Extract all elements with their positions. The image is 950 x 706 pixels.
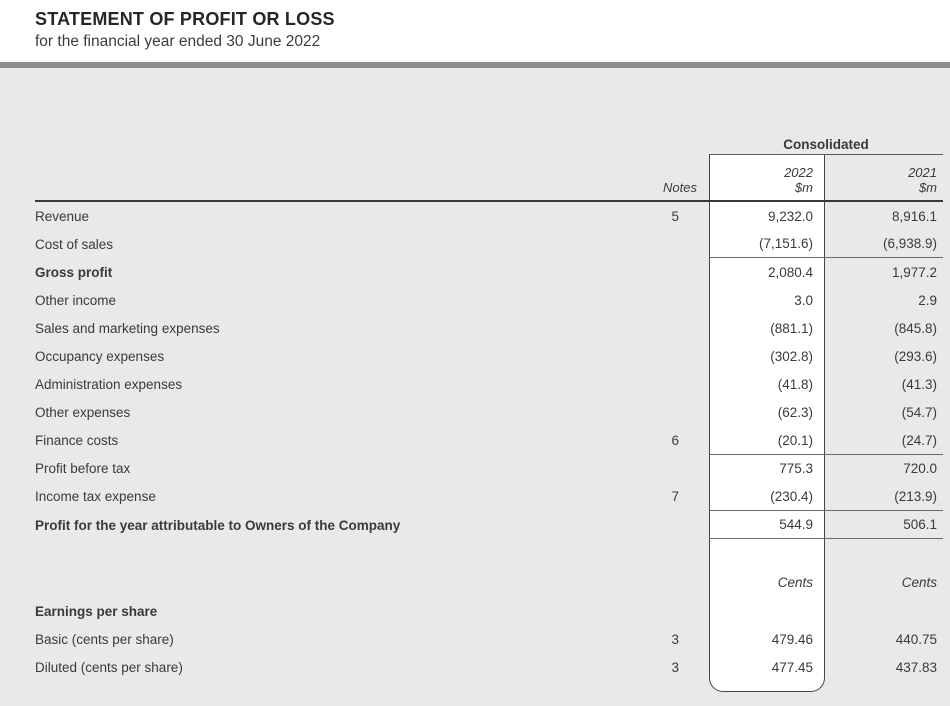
row-label: Occupancy expenses (35, 349, 165, 365)
row-value-2022: 479.46 (771, 631, 813, 647)
cents-unit-row (35, 553, 943, 597)
row-value-2021: (845.8) (894, 320, 937, 336)
spacer-row (35, 681, 943, 694)
table-row (35, 258, 943, 286)
spacer (35, 155, 649, 200)
row-value-2022: (881.1) (770, 320, 813, 336)
row-value-2021: (54.7) (901, 405, 937, 421)
row-value-2021: 2.9 (918, 292, 937, 308)
group-header-row (35, 134, 943, 155)
row-value-2021: 506.1 (825, 511, 943, 539)
row-note (649, 511, 709, 539)
row-note (649, 286, 709, 314)
row-value-2022: (41.8) (777, 377, 813, 393)
spacer (709, 597, 825, 625)
row-value-2021: (6,938.9) (825, 230, 943, 258)
col-2021-unit: $m (918, 180, 937, 195)
row-value-2021: (41.3) (901, 377, 937, 393)
row-value-2022: (62.3) (777, 405, 813, 421)
row-value-2021: (24.7) (825, 427, 943, 455)
row-note (649, 399, 709, 427)
row-label: Gross profit (35, 264, 113, 280)
row-label: Revenue (35, 208, 90, 224)
spacer (649, 553, 709, 597)
column-header-row (35, 155, 943, 202)
group-header-label: Consolidated (709, 134, 943, 155)
spacer (825, 597, 943, 625)
spacer (35, 553, 649, 597)
row-value-2021: 8,916.1 (891, 208, 937, 224)
col-2022-year: 2022 (784, 165, 813, 180)
table-row (35, 371, 943, 399)
row-label: Cost of sales (35, 236, 114, 252)
row-note (649, 371, 709, 399)
table-row (35, 399, 943, 427)
table-row (35, 286, 943, 314)
row-note (649, 230, 709, 258)
row-value-2022: (302.8) (770, 349, 813, 365)
table-row (35, 455, 943, 483)
row-value-2021: 437.83 (895, 659, 937, 675)
statement-table (35, 134, 943, 694)
eps-heading: Earnings per share (35, 603, 158, 619)
eps-heading-row (35, 597, 943, 625)
row-note: 7 (671, 489, 679, 505)
page-subtitle: for the financial year ended 30 June 2022 (35, 33, 321, 50)
page-title: STATEMENT OF PROFIT OR LOSS (35, 9, 335, 29)
row-value-2022: (20.1) (709, 427, 825, 455)
row-value-2022: 9,232.0 (767, 208, 813, 224)
row-value-2022: 544.9 (709, 511, 825, 539)
spacer (649, 597, 709, 625)
row-note (649, 342, 709, 370)
spacer-row (35, 539, 943, 553)
document-header (0, 0, 950, 62)
row-label: Administration expenses (35, 377, 183, 393)
row-label: Other expenses (35, 405, 131, 421)
table-row (35, 483, 943, 511)
row-value-2022: (7,151.6) (709, 230, 825, 258)
row-note (649, 258, 709, 286)
row-value-2022: (230.4) (709, 483, 825, 511)
table-row (35, 653, 943, 681)
col-2022-unit: $m (794, 180, 813, 195)
row-note (649, 455, 709, 483)
row-label: Sales and marketing expenses (35, 320, 220, 336)
table-row (35, 202, 943, 230)
row-note: 6 (671, 433, 679, 449)
row-label: Other income (35, 292, 117, 308)
row-value-2021: 1,977.2 (891, 264, 937, 280)
row-note: 3 (671, 659, 679, 675)
row-value-2022: 775.3 (779, 461, 813, 477)
spacer (35, 134, 709, 155)
row-value-2022: 477.45 (771, 659, 813, 675)
row-label: Profit before tax (35, 461, 131, 477)
row-label: Profit for the year attributable to Owners of the Company (35, 517, 401, 533)
col-2022-header (709, 155, 825, 200)
row-note: 3 (671, 631, 679, 647)
cents-label-2021: Cents (901, 575, 937, 591)
statement-body (0, 68, 950, 706)
table-row (35, 427, 943, 455)
row-note: 5 (671, 208, 679, 224)
notes-column-header: Notes (663, 180, 697, 195)
row-value-2022: 2,080.4 (767, 264, 813, 280)
row-label: Diluted (cents per share) (35, 659, 183, 675)
row-value-2021: 720.0 (903, 461, 937, 477)
row-label: Basic (cents per share) (35, 631, 174, 647)
row-value-2021: (213.9) (825, 483, 943, 511)
row-note (649, 314, 709, 342)
table-row (35, 342, 943, 370)
table-row (35, 230, 943, 258)
row-value-2022: 3.0 (794, 292, 813, 308)
cents-label-2022: Cents (777, 575, 813, 591)
table-row (35, 314, 943, 342)
col-2021-year: 2021 (908, 165, 937, 180)
table-row (35, 511, 943, 539)
col-2021-header (825, 155, 943, 200)
row-label: Finance costs (35, 433, 119, 449)
row-value-2021: (293.6) (894, 349, 937, 365)
table-row (35, 625, 943, 653)
row-value-2021: 440.75 (895, 631, 937, 647)
row-label: Income tax expense (35, 489, 156, 505)
